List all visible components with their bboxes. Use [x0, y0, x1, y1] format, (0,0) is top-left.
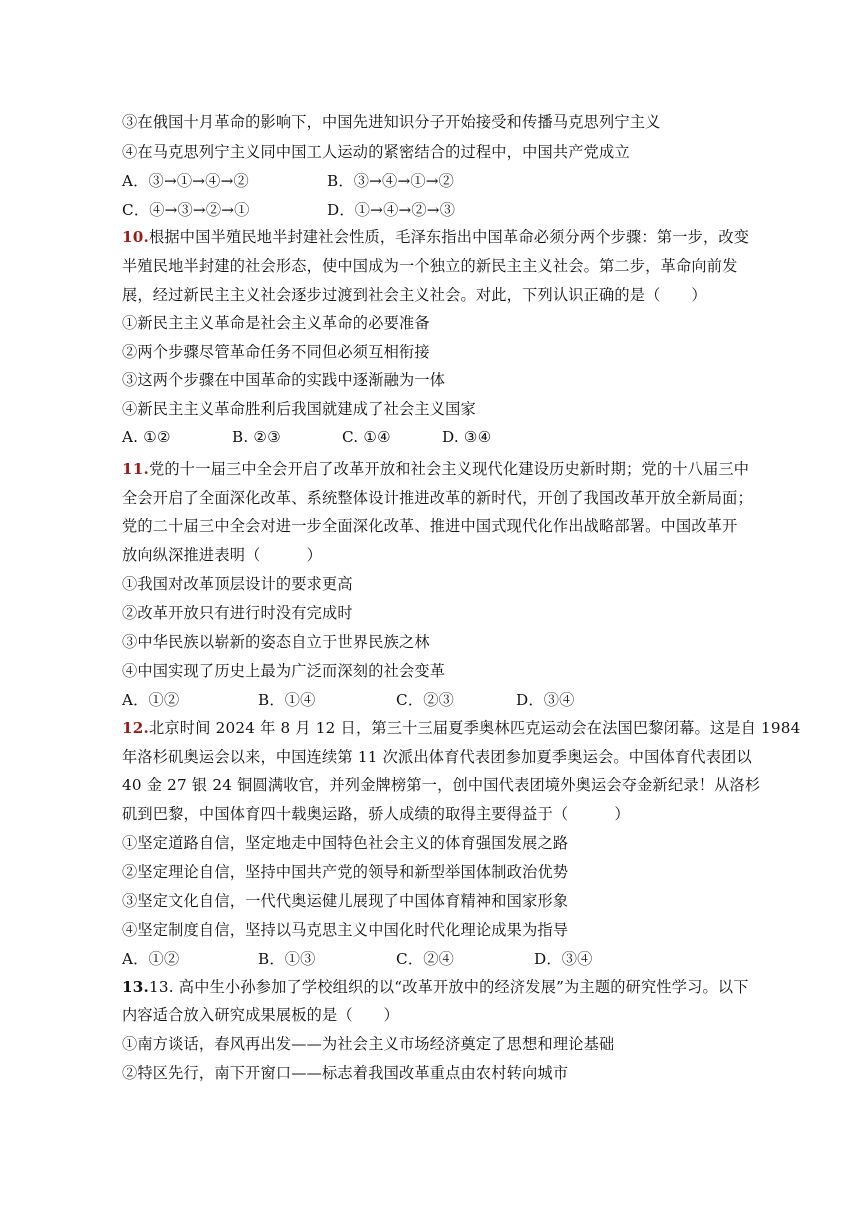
q11-option-d: D．③④ — [516, 691, 575, 709]
q12-stem-text-1: 北京时间 2024 年 8 月 12 日，第三十三届夏季奥林匹克运动会在法国巴黎闭幕。这是自 1984 — [149, 719, 801, 737]
q10-stem-line-2: 半殖民地半封建的社会形态，使中国成为一个独立的新民主主义社会。第二步，革命向前发 — [122, 257, 738, 275]
q10-number: 10. — [122, 228, 150, 246]
q12-option-b: B．①③ — [258, 950, 316, 968]
q13-item-1: ①南方谈话，春风再出发——为社会主义市场经济奠定了思想和理论基础 — [122, 1035, 615, 1053]
q11-option-c: C．②③ — [396, 691, 454, 709]
q9-option-d: D．①→④→②→③ — [327, 201, 456, 219]
q12-item-3: ③坚定文化自信，一代代奥运健儿展现了中国体育精神和国家形象 — [122, 892, 569, 910]
q10-option-c: C. ①④ — [342, 428, 391, 446]
q10-stem-line-1 — [122, 227, 749, 247]
q11-option-b: B．①④ — [258, 691, 316, 709]
q12-item-2: ②坚定理论自信，坚持中国共产党的领导和新型举国体制政治优势 — [122, 863, 569, 881]
q12-stem-line-1 — [122, 718, 801, 738]
q10-option-b: B. ②③ — [232, 428, 282, 446]
q11-stem-line-1 — [122, 459, 749, 479]
q11-item-4: ④中国实现了历史上最为广泛而深刻的社会变革 — [122, 662, 446, 680]
q11-stem-line-2: 全会开启了全面深化改革、系统整体设计推进改革的新时代，开创了我国改革开放全新局面； — [122, 489, 753, 507]
q10-stem-text-1: 根据中国半殖民地半封建社会性质，毛泽东指出中国革命必须分两个步骤：第一步，改变 — [149, 228, 750, 246]
q12-number: 12. — [122, 719, 150, 737]
q11-item-1: ①我国对改革顶层设计的要求更高 — [122, 575, 353, 593]
q11-item-3: ③中华民族以崭新的姿态自立于世界民族之林 — [122, 633, 430, 651]
q11-stem-text-1: 党的十一届三中全会开启了改革开放和社会主义现代化建设历史新时期；党的十八届三中 — [149, 460, 750, 478]
q10-item-2: ②两个步骤尽管革命任务不同但必须互相衔接 — [122, 343, 430, 361]
q13-stem-line-2: 内容适合放入研究成果展板的是（ ） — [122, 1006, 399, 1024]
q13-item-2: ②特区先行，南下开窗口——标志着我国改革重点由农村转向城市 — [122, 1064, 569, 1082]
q10-item-4: ④新民主主义革命胜利后我国就建成了社会主义国家 — [122, 400, 476, 418]
q9-option-b: B．③→④→①→② — [327, 172, 455, 190]
q11-stem-line-4: 放向纵深推进表明（ ） — [122, 546, 323, 564]
q9-item-3: ③在俄国十月革命的影响下，中国先进知识分子开始接受和传播马克思列宁主义 — [122, 113, 661, 131]
q10-stem-line-3: 展，经过新民主主义社会逐步过渡到社会主义社会。对此，下列认识正确的是（ ） — [122, 286, 707, 304]
q13-stem-text-1: 13. 高中生小孙参加了学校组织的以“改革开放中的经济发展”为主题的研究性学习。以下 — [149, 978, 749, 996]
q11-number: 11. — [122, 460, 150, 478]
q12-stem-line-4: 矶到巴黎，中国体育四十载奥运路，骄人成绩的取得主要得益于（ ） — [122, 805, 630, 823]
q9-option-c: C．④→③→②→① — [122, 201, 250, 219]
q10-option-a: A. ①② — [122, 428, 171, 446]
q12-option-c: C．②④ — [396, 950, 454, 968]
q9-option-a: A．③→①→④→② — [122, 172, 249, 190]
q11-item-2: ②改革开放只有进行时没有完成时 — [122, 604, 353, 622]
q12-option-a: A．①② — [122, 950, 180, 968]
q10-item-3: ③这两个步骤在中国革命的实践中逐渐融为一体 — [122, 371, 446, 389]
q12-item-1: ①坚定道路自信，坚定地走中国特色社会主义的体育强国发展之路 — [122, 834, 569, 852]
q9-item-4: ④在马克思列宁主义同中国工人运动的紧密结合的过程中，中国共产党成立 — [122, 143, 630, 161]
q10-option-d: D. ③④ — [442, 428, 492, 446]
q13-number: 13. — [122, 978, 150, 996]
q11-stem-line-3: 党的二十届三中全会对进一步全面深化改革、推进中国式现代化作出战略部署。中国改革开 — [122, 517, 738, 535]
q13-stem-line-1 — [122, 977, 749, 997]
q12-item-4: ④坚定制度自信，坚持以马克思主义中国化时代化理论成果为指导 — [122, 921, 569, 939]
q10-item-1: ①新民主主义革命是社会主义革命的必要准备 — [122, 314, 430, 332]
q12-stem-line-3: 40 金 27 银 24 铜圆满收官，并列金牌榜第一，创中国代表团境外奥运会夺金新纪录！从洛杉 — [122, 776, 761, 794]
q11-option-a: A．①② — [122, 691, 180, 709]
q12-stem-line-2: 年洛杉矶奥运会以来，中国连续第 11 次派出体育代表团参加夏季奥运会。中国体育代表团以 — [122, 748, 752, 766]
q12-option-d: D．③④ — [534, 950, 593, 968]
